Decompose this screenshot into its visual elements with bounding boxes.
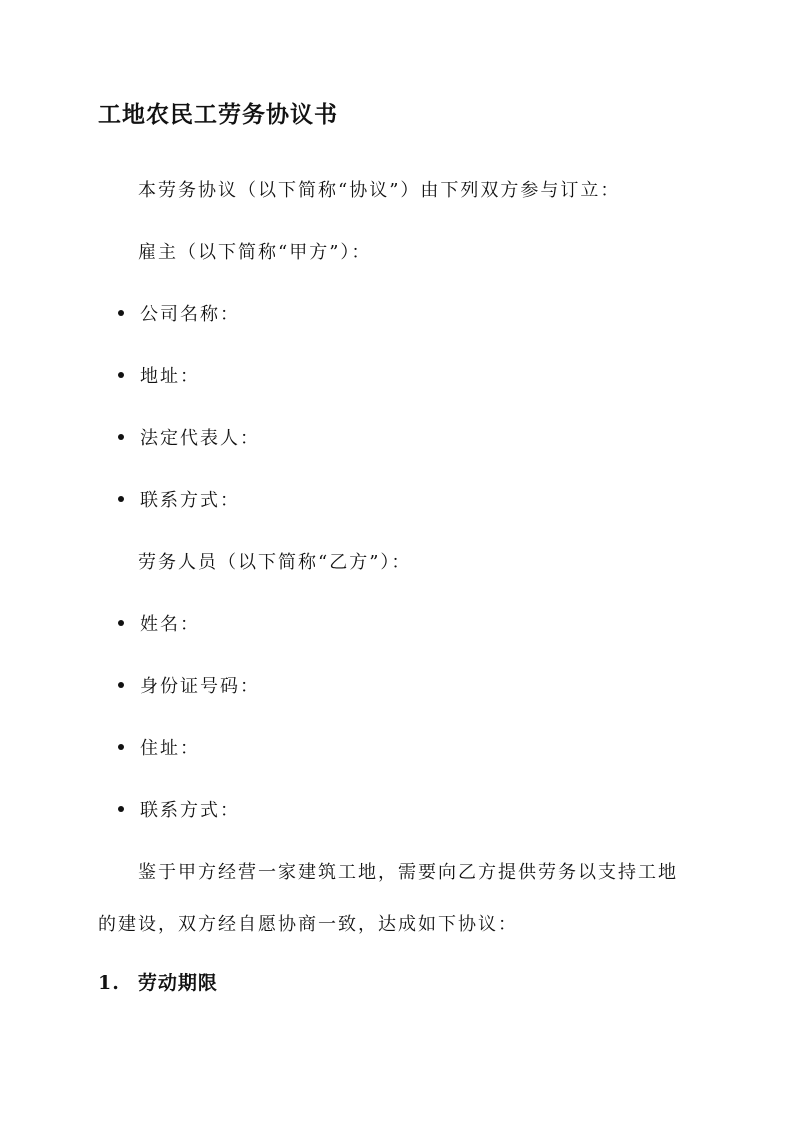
list-item [118, 610, 200, 636]
bullet-icon [118, 806, 124, 812]
list-item [118, 796, 240, 822]
list-item [118, 672, 260, 698]
list-item [118, 486, 240, 512]
section-number: 1. [98, 972, 120, 994]
field-label: 身份证号码： [140, 676, 260, 697]
list-item [118, 734, 200, 760]
field-label: 地址： [140, 366, 200, 387]
section-title: 劳动期限 [137, 972, 218, 994]
bullet-icon [118, 682, 124, 688]
list-item [118, 424, 260, 450]
list-item [118, 300, 240, 326]
field-label: 住址： [140, 738, 200, 759]
bullet-icon [118, 372, 124, 378]
bullet-icon [118, 620, 124, 626]
bullet-icon [118, 434, 124, 440]
intro-paragraph: 本劳务协议（以下简称“协议”）由下列双方参与订立： [138, 180, 621, 201]
document-title: 工地农民工劳务协议书 [98, 101, 338, 128]
field-label: 联系方式： [140, 490, 240, 511]
recital-paragraph-line1: 鉴于甲方经营一家建筑工地，需要向乙方提供劳务以支持工地 [138, 862, 678, 883]
party-a-heading: 雇主（以下简称“甲方”）： [138, 242, 372, 263]
field-label: 法定代表人： [140, 428, 260, 449]
field-label: 姓名： [140, 614, 200, 635]
bullet-icon [118, 744, 124, 750]
recital-paragraph-line2: 的建设，双方经自愿协商一致，达成如下协议： [98, 914, 518, 935]
bullet-icon [118, 310, 124, 316]
field-label: 公司名称： [140, 304, 240, 325]
party-b-heading: 劳务人员（以下简称“乙方”）： [138, 552, 412, 573]
field-label: 联系方式： [140, 800, 240, 821]
list-item [118, 362, 200, 388]
bullet-icon [118, 496, 124, 502]
section-heading [98, 968, 218, 995]
